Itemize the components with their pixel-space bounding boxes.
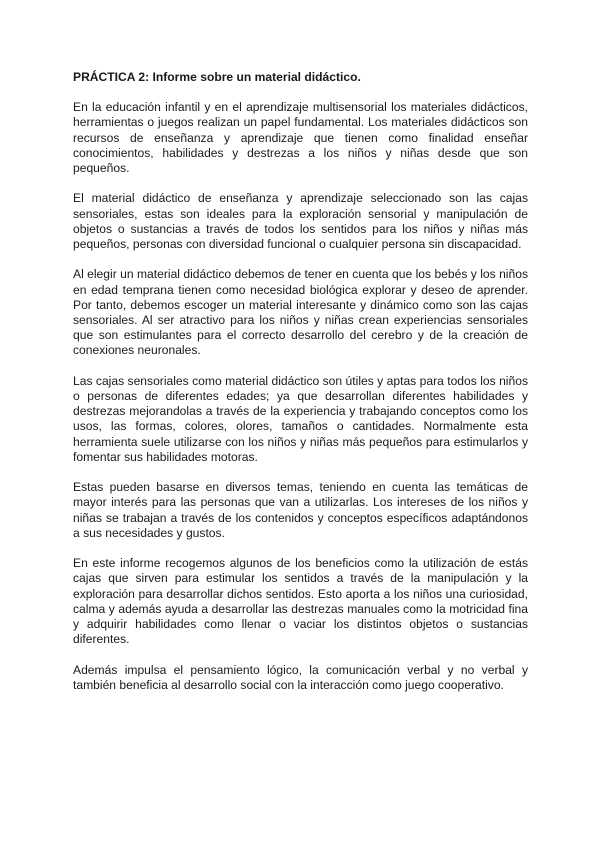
paragraph-usefulness: Las cajas sensoriales como material didáctico son útiles y aptas para todos los niños o personas de diferentes edades; ya que desarrollan diferentes habilidades y destrezas mejorandolas a través de la experiencia y trabajando conceptos como los usos, las formas, colores, olores, tamaños o cantidades. Normalmente esta herramienta suele utilizarse con los niños y niñas más pequeños para estimularlos y fomentar sus habilidades motoras. (73, 373, 528, 464)
paragraph-benefits: En este informe recogemos algunos de los beneficios como la utilización de estás cajas que sirven para estimular los sentidos a través de la manipulación y la exploración para desarrollar dichos sentidos. Esto aporta a los niños una curiosidad, calma y además ayuda a desarrollar las destrezas manuales como la motricidad fina y adquirir habilidades como llenar o vaciar los distintos objetos o sustancias diferentes. (73, 556, 528, 647)
paragraph-social-development: Además impulsa el pensamiento lógico, la comunicación verbal y no verbal y también beneficia al desarrollo social con la interacción como juego cooperativo. (73, 662, 528, 692)
paragraph-themes: Estas pueden basarse en diversos temas, teniendo en cuenta las temáticas de mayor interés para las personas que van a utilizarlas. Los intereses de los niños y niñas se trabajan a través de los contenidos y conceptos específicos adaptándonos a sus necesidades y gustos. (73, 480, 528, 540)
paragraph-selected-material: El material didáctico de enseñanza y aprendizaje seleccionado son las cajas sensoriales, estas son ideales para la exploración sensorial y manipulación de objetos o sustancias a través de todos los sentidos para los niños y niñas más pequeños, personas con diversidad funcional o cualquier persona sin discapacidad. (73, 191, 528, 252)
paragraph-introduction: En la educación infantil y en el aprendizaje multisensorial los materiales didácticos, herramientas o juegos realizan un papel fundamental. Los materiales didácticos son recursos de enseñanza y aprendizaje que tienen como finalidad enseñar conocimientos, habilidades y destrezas a los niños y niñas desde que son pequeños. (73, 100, 528, 176)
paragraph-choosing-material: Al elegir un material didáctico debemos de tener en cuenta que los bebés y los niños en edad temprana tienen como necesidad biológica explorar y deseo de aprender. Por tanto, debemos escoger un material interesante y dinámico como son las cajas sensoriales. Al ser atractivo para los niños y niñas crean experiencias sensoriales que son estimulantes para el correcto desarrollo del cerebro y de la creación de conexiones neuronales. (73, 267, 528, 358)
document-body (73, 70, 528, 708)
document-title: PRÁCTICA 2: Informe sobre un material didáctico. (73, 70, 361, 84)
